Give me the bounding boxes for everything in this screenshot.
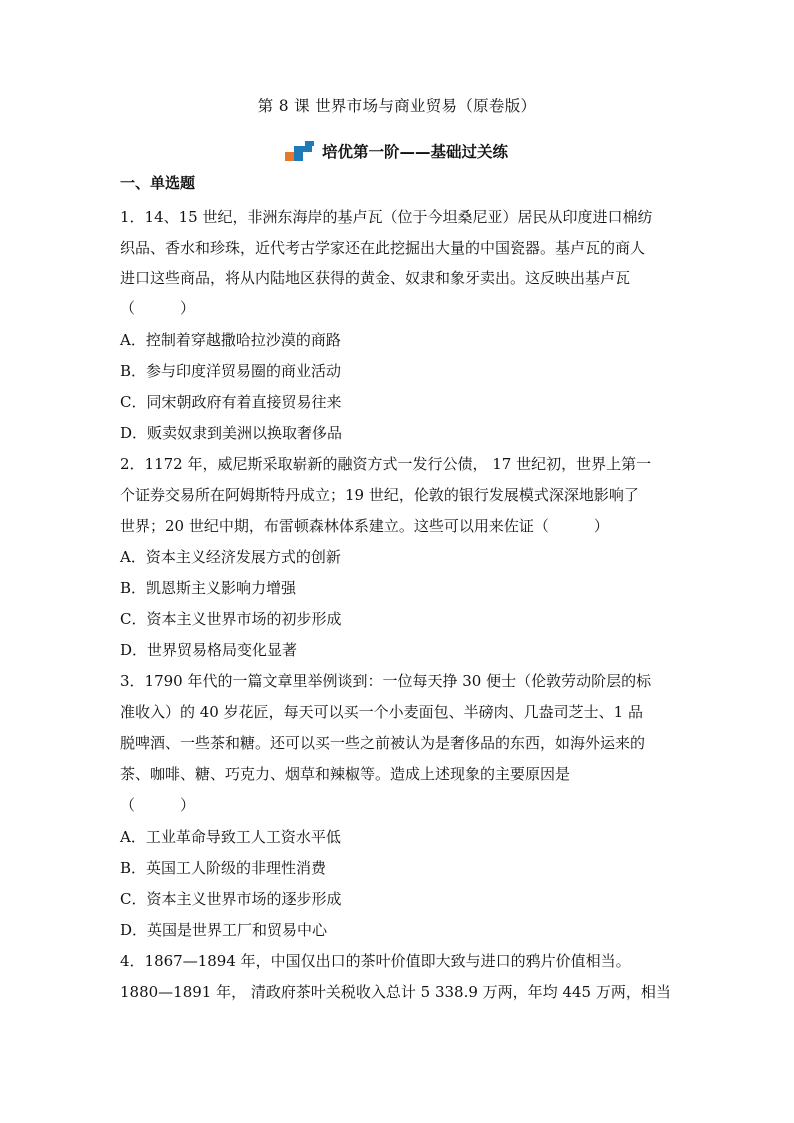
text-line: 1880—1891 年， 清政府茶叶关税收入总计 5 338.9 万两，年均 445 万两，相当 bbox=[120, 983, 671, 1001]
option-b: B．凯恩斯主义影响力增强 bbox=[120, 579, 297, 597]
option-d: D．世界贸易格局变化显著 bbox=[120, 641, 298, 659]
text-line: 1．14、15 世纪，非洲东海岸的基卢瓦（位于今坦桑尼亚）居民从印度进口棉纺 bbox=[120, 208, 653, 226]
option-d: D．贩卖奴隶到美洲以换取奢侈品 bbox=[120, 424, 343, 442]
answer-blank: （ ） bbox=[120, 299, 196, 317]
option-c: C．资本主义世界市场的初步形成 bbox=[120, 610, 342, 628]
option-c: C．同宋朝政府有着直接贸易往来 bbox=[120, 393, 342, 411]
text-line: 世界；20 世纪中期，布雷顿森林体系建立。这些可以用来佐证（ ） bbox=[120, 517, 609, 535]
text-line: 进口这些商品，将从内陆地区获得的黄金、奴隶和象牙卖出。这反映出基卢瓦 bbox=[120, 269, 631, 287]
section-heading: 一、单选题 bbox=[120, 174, 196, 192]
text-line: 准收入）的 40 岁花匠，每天可以买一个小麦面包、半磅肉、几盎司芝士、1 品 bbox=[120, 703, 643, 721]
text-line: 脱啤酒、一些茶和糖。还可以买一些之前被认为是奢侈品的东西，如海外运来的 bbox=[120, 734, 646, 752]
option-c: C．资本主义世界市场的逐步形成 bbox=[120, 890, 342, 908]
option-d: D．英国是世界工厂和贸易中心 bbox=[120, 921, 328, 939]
stairs-icon bbox=[284, 140, 318, 162]
option-a: A．工业革命导致工人工资水平低 bbox=[120, 828, 341, 846]
section-banner bbox=[284, 140, 508, 162]
option-a: A．资本主义经济发展方式的创新 bbox=[120, 548, 341, 566]
text-line: 3．1790 年代的一篇文章里举例谈到：一位每天挣 30 便士（伦敦劳动阶层的标 bbox=[120, 672, 652, 690]
text-line: 2．1172 年，威尼斯采取崭新的融资方式一发行公债， 17 世纪初，世界上第一 bbox=[120, 455, 652, 473]
text-line: 茶、咖啡、糖、巧克力、烟草和辣椒等。造成上述现象的主要原因是 bbox=[120, 765, 571, 783]
option-b: B．英国工人阶级的非理性消费 bbox=[120, 859, 327, 877]
page-title: 第 8 课 世界市场与商业贸易（原卷版） bbox=[257, 97, 537, 115]
text-line: 4．1867—1894 年，中国仅出口的茶叶价值即大致与进口的鸦片价值相当。 bbox=[120, 952, 631, 970]
option-a: A．控制着穿越撒哈拉沙漠的商路 bbox=[120, 331, 341, 349]
answer-blank: （ ） bbox=[120, 796, 196, 814]
banner-label: 培优第一阶——基础过关练 bbox=[322, 143, 509, 161]
text-line: 个证券交易所在阿姆斯特丹成立；19 世纪，伦敦的银行发展模式深深地影响了 bbox=[120, 486, 639, 504]
option-b: B．参与印度洋贸易圈的商业活动 bbox=[120, 362, 342, 380]
text-line: 织品、香水和珍珠，近代考古学家还在此挖掘出大量的中国瓷器。基卢瓦的商人 bbox=[120, 239, 646, 257]
